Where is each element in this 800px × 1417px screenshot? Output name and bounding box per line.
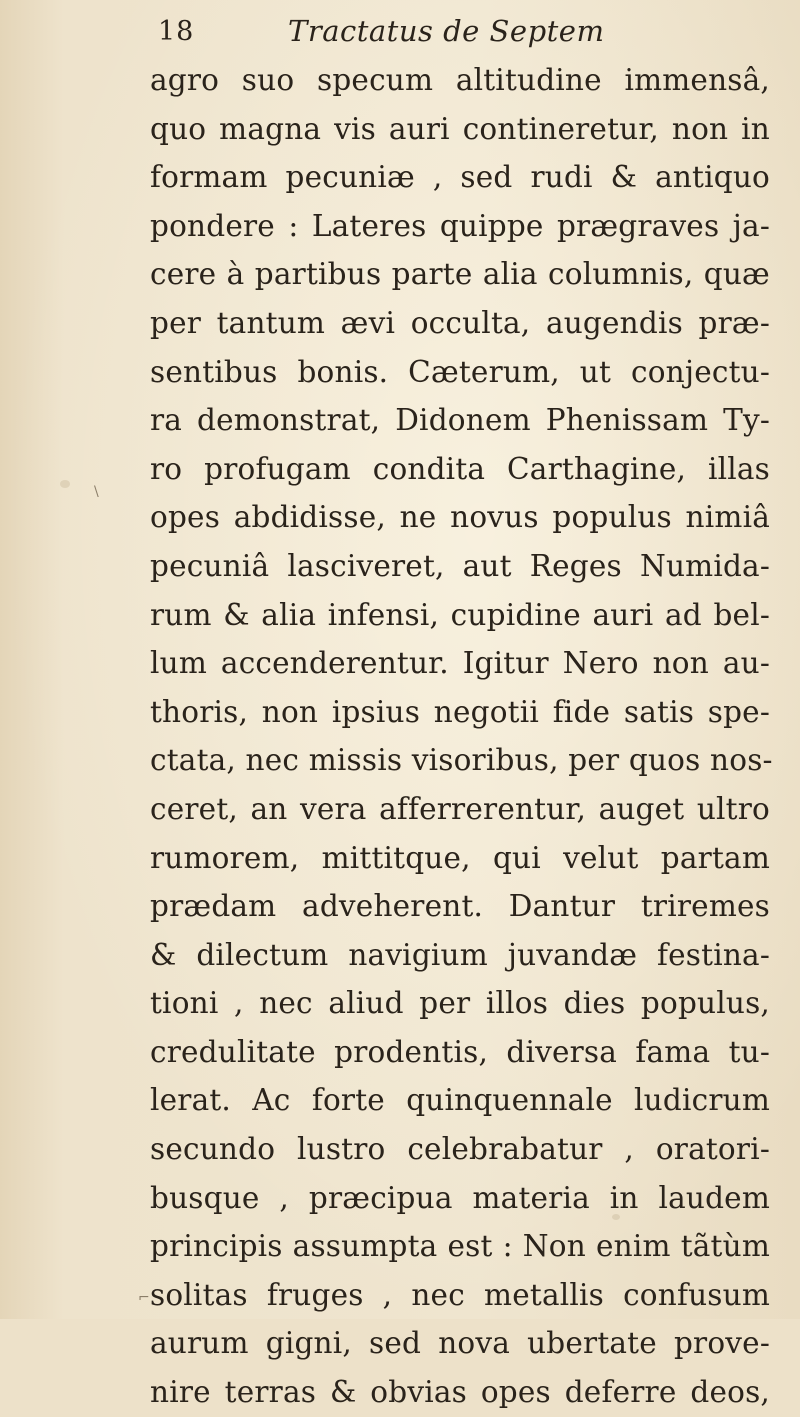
- text-line: pecuniâ lasciveret, aut Reges Numida-: [150, 548, 770, 583]
- text-line: rumorem, mittitque, qui velut partam: [150, 840, 770, 875]
- margin-mark: ⌐: [138, 1290, 150, 1306]
- text-line: ctata, nec missis visoribus, per quos nos-: [150, 743, 773, 778]
- text-line: agro suo specum altitudine immensâ,: [150, 63, 770, 97]
- text-line: credulitate prodentis, diversa fama tu-: [150, 1034, 770, 1069]
- text-line: busque , præcipua materia in laudem: [150, 1180, 770, 1215]
- page-number: 18: [158, 16, 195, 47]
- running-head: Tractatus de Septem: [288, 14, 605, 48]
- margin-mark: \: [94, 484, 99, 500]
- text-line: ra demonstrat, Didonem Phenissam Ty-: [150, 403, 770, 438]
- text-line: opes abdidisse, ne novus populus nimiâ: [150, 500, 770, 535]
- text-line: tioni , nec aliud per illos dies populus,: [150, 986, 770, 1021]
- text-line: pondere : Lateres quippe prægraves ja-: [150, 208, 770, 243]
- text-line: prædam adveherent. Dantur triremes: [150, 889, 770, 924]
- body-text: [150, 56, 773, 1417]
- text-line: quo magna vis auri contineretur, non in: [150, 111, 770, 146]
- text-line: ro profugam condita Carthagine, illas: [150, 451, 770, 486]
- text-line: nire terras & obvias opes deferre deos,: [150, 1375, 770, 1410]
- text-line: formam pecuniæ , sed rudi & antiquo: [150, 160, 770, 195]
- text-line: lerat. Ac forte quinquennale ludicrum: [150, 1083, 770, 1118]
- text-line: sentibus bonis. Cæterum, ut conjectu-: [150, 354, 770, 389]
- text-line: lum accenderentur. Igitur Nero non au-: [150, 646, 770, 681]
- text-line: solitas fruges , nec metallis confusum: [150, 1277, 770, 1312]
- text-line: per tantum ævi occulta, augendis præ-: [150, 305, 770, 340]
- text-line: & dilectum navigium juvandæ festina-: [150, 937, 770, 972]
- text-line: secundo lustro celebrabatur , oratori-: [150, 1132, 770, 1167]
- text-line: thoris, non ipsius negotii fide satis spe-: [150, 694, 770, 729]
- text-line: rum & alia infensi, cupidine auri ad bel-: [150, 597, 770, 632]
- paper-stain: [60, 480, 70, 488]
- text-line: cere à partibus parte alia columnis, quæ: [150, 257, 770, 292]
- text-line: ceret, an vera afferrerentur, auget ultro: [150, 791, 770, 826]
- text-line: aurum gigni, sed nova ubertate prove-: [150, 1326, 770, 1361]
- text-line: principis assumpta est : Non enim tãtùm: [150, 1229, 770, 1264]
